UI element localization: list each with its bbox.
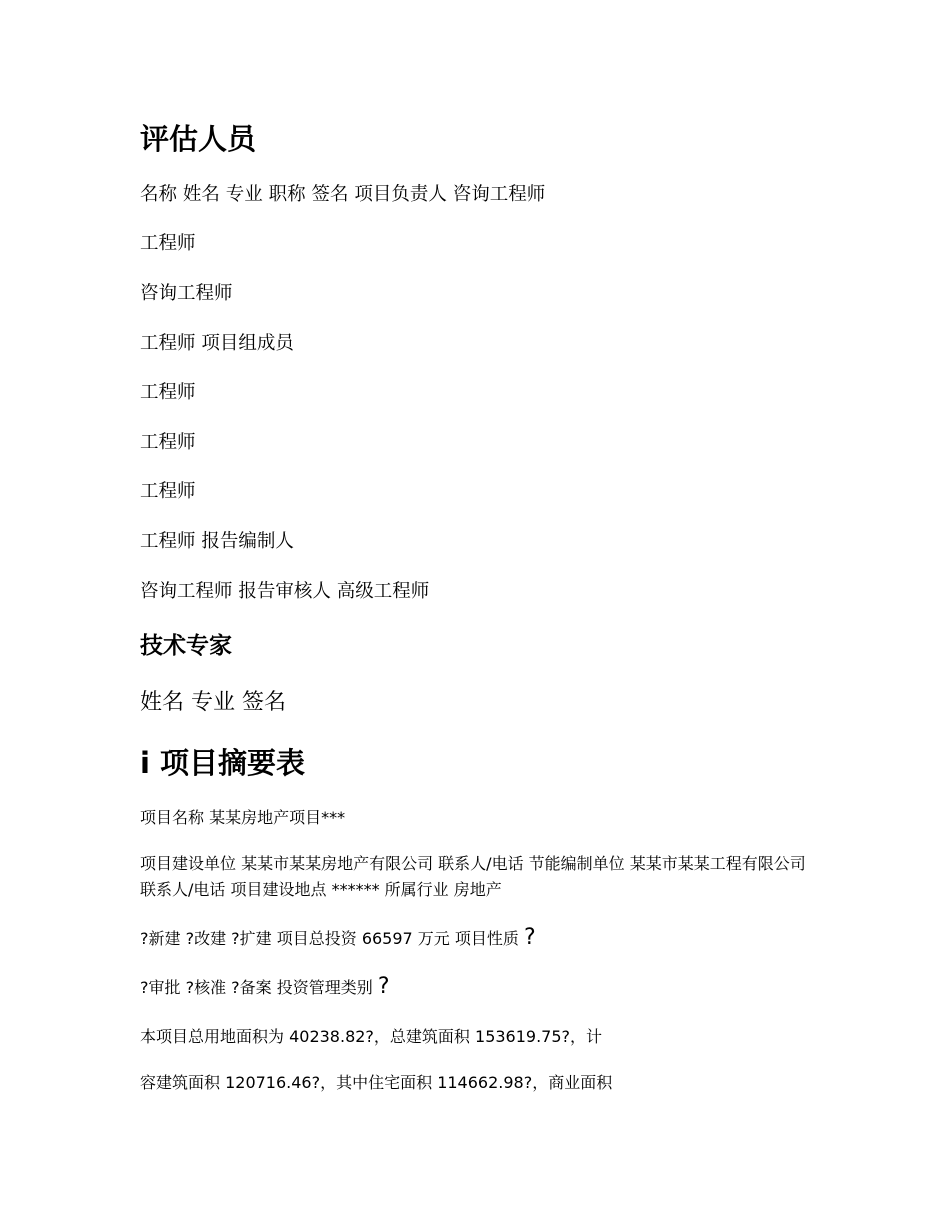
area-summary-line-2: 容建筑面积 120716.46?，其中住宅面积 114662.98?，商业面积 — [140, 1073, 613, 1092]
project-name-row: 项目名称 某某房地产项目*** — [140, 808, 346, 827]
expert-table-header: 姓名 专业 签名 — [140, 690, 286, 715]
project-nature-mark: ? — [524, 925, 536, 950]
project-nature-row — [140, 925, 536, 951]
approval-category-mark: ? — [377, 974, 390, 999]
section-title-experts: 技术专家 — [140, 633, 232, 659]
approval-category-row — [140, 974, 390, 1000]
section-title-summary: i 项目摘要表 — [140, 746, 306, 780]
evaluator-row: 咨询工程师 报告审核人 高级工程师 — [140, 581, 430, 602]
evaluator-row: 工程师 项目组成员 — [140, 333, 294, 354]
project-nature-text: ?新建 ?改建 ?扩建 项目总投资 66597 万元 项目性质 — [140, 929, 519, 948]
area-summary-line-1: 本项目总用地面积为 40238.82?，总建筑面积 153619.75?，计 — [140, 1027, 603, 1046]
approval-category-text: ?审批 ?核准 ?备案 投资管理类别 — [140, 978, 373, 997]
evaluator-row: 工程师 — [140, 481, 196, 502]
evaluator-row: 工程师 — [140, 233, 196, 254]
section-title-evaluators: 评估人员 — [140, 122, 257, 156]
evaluator-row: 工程师 — [140, 382, 196, 403]
evaluator-row: 工程师 — [140, 432, 196, 453]
evaluator-table-header: 名称 姓名 专业 职称 签名 项目负责人 咨询工程师 — [140, 184, 546, 205]
construction-unit-row: 项目建设单位 某某市某某房地产有限公司 联系人/电话 节能编制单位 某某市某某工程有限公司 联系人/电话 项目建设地点 ****** 所属行业 房地产 — [140, 854, 806, 899]
evaluator-row: 咨询工程师 — [140, 283, 233, 304]
evaluator-row: 工程师 报告编制人 — [140, 531, 294, 552]
